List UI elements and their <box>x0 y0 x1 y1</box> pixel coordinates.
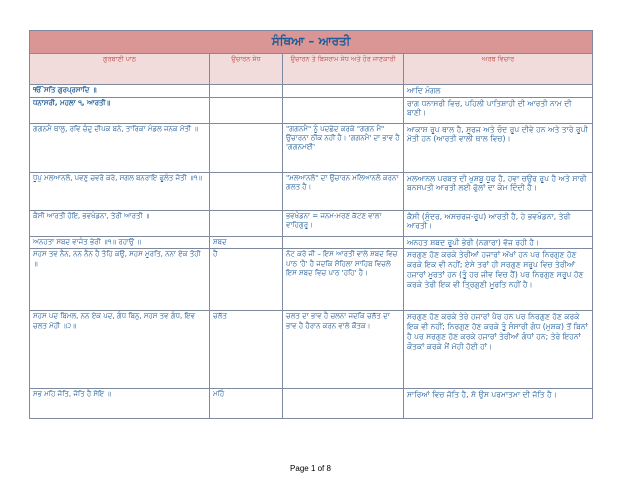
gurbani-cell: ਸਹਸ ਪਦ ਬਿਮਲ, ਨਨ ਏਕ ਪਦ, ਗੰਧ ਬਿਨੁ, ਸਹਸ ਤਵ ਗੰਧ, ਇਵ ਚਲਤ ਮੋਹੀ ॥੨॥ <box>30 311 210 389</box>
pronunciation-cell: ਚਲੱਤ <box>210 311 283 389</box>
gurbani-cell: ਗਗਨਮੈ ਥਾਲੁ, ਰਵਿ ਚੰਦੁ ਦੀਪਕ ਬਨੇ, ਤਾਰਿਕਾ ਮੰਡਲ ਜਨਕ ਮੋਤੀ ॥ <box>30 123 210 172</box>
meaning-cell: ਅਨਹਤ ਸ਼ਬਦ ਰੂਪੀ ਭੇਰੀ (ਨਗਾਰਾ) ਵੱਜ ਰਹੀ ਹੈ। <box>404 236 593 249</box>
vishram-cell: ਨੋਟ ਕਰੋ ਜੀ – ਇਸ ਆਰਤੀ ਵਾਲੇ ਸ਼ਬਦ ਵਿਚ ਪਾਠ 'ਹੈ' ਹੈ ਜਦਕਿ ਸੋਹਿਲਾ ਸਾਹਿਬ ਵਿਚਲੇ ਇਸ ਸ਼ਬਦ ਵਿਚ ਪਾਠ 'ਹਹਿ' ਹੈ। <box>283 249 404 311</box>
vishram-cell <box>283 236 404 249</box>
table-row <box>30 249 593 311</box>
table-row <box>30 311 593 389</box>
page-number: Page 1 of 8 <box>290 464 331 473</box>
pronunciation-cell <box>210 85 283 98</box>
meaning-cell: ਸਰਗੁਣ ਹੋਣ ਕਰਕੇ ਤੇਰੇ ਹਜਾਰਾਂ ਪੈਰ ਹਨ ਪਰ ਨਿਰਗੁਣ ਹੋਣ ਕਰਕੇ ਇਕ ਵੀ ਨਹੀਂ; ਨਿਰਗੁਣ ਹੋਣ ਕਰਕੇ ਤੂੰ ਸੰਸਾਰੀ ਗੰਧ (ਮੁਸ਼ਕ) ਤੋਂ ਬਿਨਾਂ ਹੈ ਪਰ ਸਰਗੁਣ ਹੋਣ ਕਰਕੇ ਹਜਾਰਾਂ ਤੇਰੀਆਂ ਗੰਧਾਂ ਹਨ; ਤੇਰੇ ਇਹਨਾਂ ਕੌਤਕਾਂ ਕਰਕੇ ਮੈਂ ਮੋਹੀ ਹੋਈ ਹਾਂ। <box>404 311 593 389</box>
table-row <box>30 85 593 98</box>
header-gurbani: ਗੁਰਬਾਣੀ ਪਾਠ <box>30 54 210 85</box>
vishram-cell <box>283 97 404 123</box>
meaning-cell: ਸਾਰਿਆਂ ਵਿਚ ਜੋਤਿ ਹੈ, ਸੋ ਉਸ ਪਰਮਾਤਮਾ ਦੀ ਜੋਤਿ ਹੈ। <box>404 389 593 419</box>
vishram-cell <box>283 389 404 419</box>
table-header-row <box>30 54 593 85</box>
meaning-cell: ਰਾਗ ਧਨਾਸਰੀ ਵਿਚ, ਪਹਿਲੀ ਪਾਤਿਸ਼ਾਹੀ ਦੀ ਆਰਤੀ ਨਾਮ ਦੀ ਬਾਣੀ। <box>404 97 593 123</box>
vishram-cell: "ਮਲਆਨਲੋ" ਦਾ ਉਚਾਰਨ ਮਲਿਆਨਲੋ ਕਰਨਾ ਗਲਤ ਹੈ। <box>283 172 404 210</box>
meaning-cell: ਆਦਿ ਮੰਗਲ <box>404 85 593 98</box>
pronunciation-cell <box>210 172 283 210</box>
gurbani-cell: ਸਭ ਮਹਿ ਜੋਤਿ, ਜੋਤਿ ਹੈ ਸੋਇ ॥ <box>30 389 210 419</box>
gurbani-cell: ੴ ਸਤਿ ਗੁਰਪ੍ਰਸਾਦਿ ॥ <box>30 85 210 98</box>
table-row <box>30 389 593 419</box>
pronunciation-cell: ਹੈਂ <box>210 249 283 311</box>
meaning-cell: ਕੈਸੀ (ਸੁੰਦਰ, ਅਸਚਰਜ-ਰੂਪ) ਆਰਤੀ ਹੈ, ਹੇ ਭਵਖੰਡਨਾ, ਤੇਰੀ ਆਰਤੀ। <box>404 210 593 236</box>
gurbani-cell: ਸਹਸ ਤਵ ਨੈਨ, ਨਨ ਨੈਨ ਹੈ ਤੋਹਿ ਕਉ, ਸਹਸ ਮੂਰਤਿ, ਨਨਾ ਏਕ ਤੋਹੀ ॥ <box>30 249 210 311</box>
pronunciation-cell <box>210 210 283 236</box>
header-meaning: ਅਰਥ ਵਿਚਾਰ <box>404 54 593 85</box>
document-title: ਸੰਥਿਆ – ਆਰਤੀ <box>30 31 593 54</box>
vishram-cell: "ਗਗਨਮੈ" ਨੂੰ ਪਦਛੇਦ ਕਰਕੇ "ਗਗਨ ਮੈ" ਉਚਾਰਨਾ ਠੀਕ ਨਹੀਂ ਹੈ। 'ਗਗਨਮੈ' ਦਾ ਭਾਵ ਹੈ 'ਗਗਨਮਈ' <box>283 123 404 172</box>
gurbani-cell: ਧੂਪੁ ਮਲਆਨਲੋ, ਪਵਣੁ ਚਵਰੋ ਕਰੇ, ਸਗਲ ਬਨਰਾਇ ਫੂਲੰਤ ਜੋਤੀ ॥੧॥ <box>30 172 210 210</box>
gurbani-cell: ਧਨਾਸਰੀ, ਮਹਲਾ ੧, ਆਰਤੀ॥ <box>30 97 210 123</box>
vishram-cell <box>283 85 404 98</box>
gurbani-cell: ਕੈਸੀ ਆਰਤੀ ਹੋਇ, ਭਵਖੰਡਨਾ, ਤੇਰੀ ਆਰਤੀ ॥ <box>30 210 210 236</box>
santhiya-table <box>29 30 593 419</box>
header-vishram: ਉਚਾਰਨ ਤੇ ਬਿਸ਼ਰਾਮ ਸੇਧ ਅਤੇ ਹੋਰ ਜਾਣਕਾਰੀ <box>283 54 404 85</box>
gurbani-cell: ਅਨਹਤਾ ਸਬਦ ਵਾਜੰਤ ਭੇਰੀ ॥੧॥ ਰਹਾਉ ॥ <box>30 236 210 249</box>
meaning-cell: ਸਰਗੁਣ ਹੋਣ ਕਰਕੇ ਤੇਰੀਆਂ ਹਜਾਰਾਂ ਅੱਖਾਂ ਹਨ ਪਰ ਨਿਰਗੁਣ ਹੋਣ ਕਰਕੇ ਇਕ ਵੀ ਨਹੀਂ; ਏਸੇ ਤਰਾਂ ਹੀ ਸਰਗੁਣ ਸਰੂਪ ਵਿਚ ਤੇਰੀਆਂ ਹਜਾਰਾਂ ਮੂਰਤਾਂ ਹਨ (ਤੂੰ ਹਰ ਜੀਵ ਵਿਚ ਹੈਂ) ਪਰ ਨਿਰਗੁਣ ਸਰੂਪ ਹੋਣ ਕਰਕੇ ਤੇਰੀ ਇਕ ਵੀ ਤ੍ਰਿਗੁਣੀ ਮੂਰਤਿ ਨਹੀਂ ਹੈ। <box>404 249 593 311</box>
pronunciation-cell <box>210 97 283 123</box>
vishram-cell: ਚਲਤ ਦਾ ਭਾਵ ਹੈ ਚਲਨਾ ਜਦਕਿ ਚਲੱਤ ਦਾ ਭਾਵ ਹੈ ਹੈਰਾਨ ਕਰਨ ਵਾਲੇ ਕੌਤਕ। <box>283 311 404 389</box>
table-row <box>30 123 593 172</box>
table-row <box>30 172 593 210</box>
table-row <box>30 97 593 123</box>
table-row <box>30 236 593 249</box>
vishram-cell: ਭਵਖੰਡਨਾ = ਜਨਮ-ਮਰਣ ਕੱਟਣ ਵਾਲਾ ਵਾਹਿਗੁਰੂ। <box>283 210 404 236</box>
meaning-cell: ਮਲਆਨਲ ਪਰਬਤ ਦੀ ਖੁਸ਼ਬੂ ਧੂਫ ਹੈ, ਹਵਾ ਚਉਰ ਰੂਪ ਹੈ ਅਤੇ ਸਾਰੀ ਬਨਸਪਤੀ ਆਰਤੀ ਲਈ ਫੁੱਲਾਂ ਦਾ ਕੰਮ ਦਿੰਦੀ ਹੈ। <box>404 172 593 210</box>
table-row <box>30 210 593 236</box>
meaning-cell: ਆਕਾਸ਼ ਰੂਪ ਥਾਲ ਹੈ, ਸੂਰਜ ਅਤੇ ਚੰਦ ਰੂਪ ਦੀਵੇ ਹਨ ਅਤੇ ਤਾਰੇ ਰੂਪੀ ਮੋਤੀ ਹਨ (ਆਰਤੀ ਵਾਲੀ ਥਾਲ ਵਿਚ)। <box>404 123 593 172</box>
header-pronunciation: ਉਚਾਰਨ ਸੇਧ <box>210 54 283 85</box>
pronunciation-cell <box>210 123 283 172</box>
pronunciation-cell: ਸ਼ਬਦ <box>210 236 283 249</box>
pronunciation-cell: ਮਹਿੰ <box>210 389 283 419</box>
